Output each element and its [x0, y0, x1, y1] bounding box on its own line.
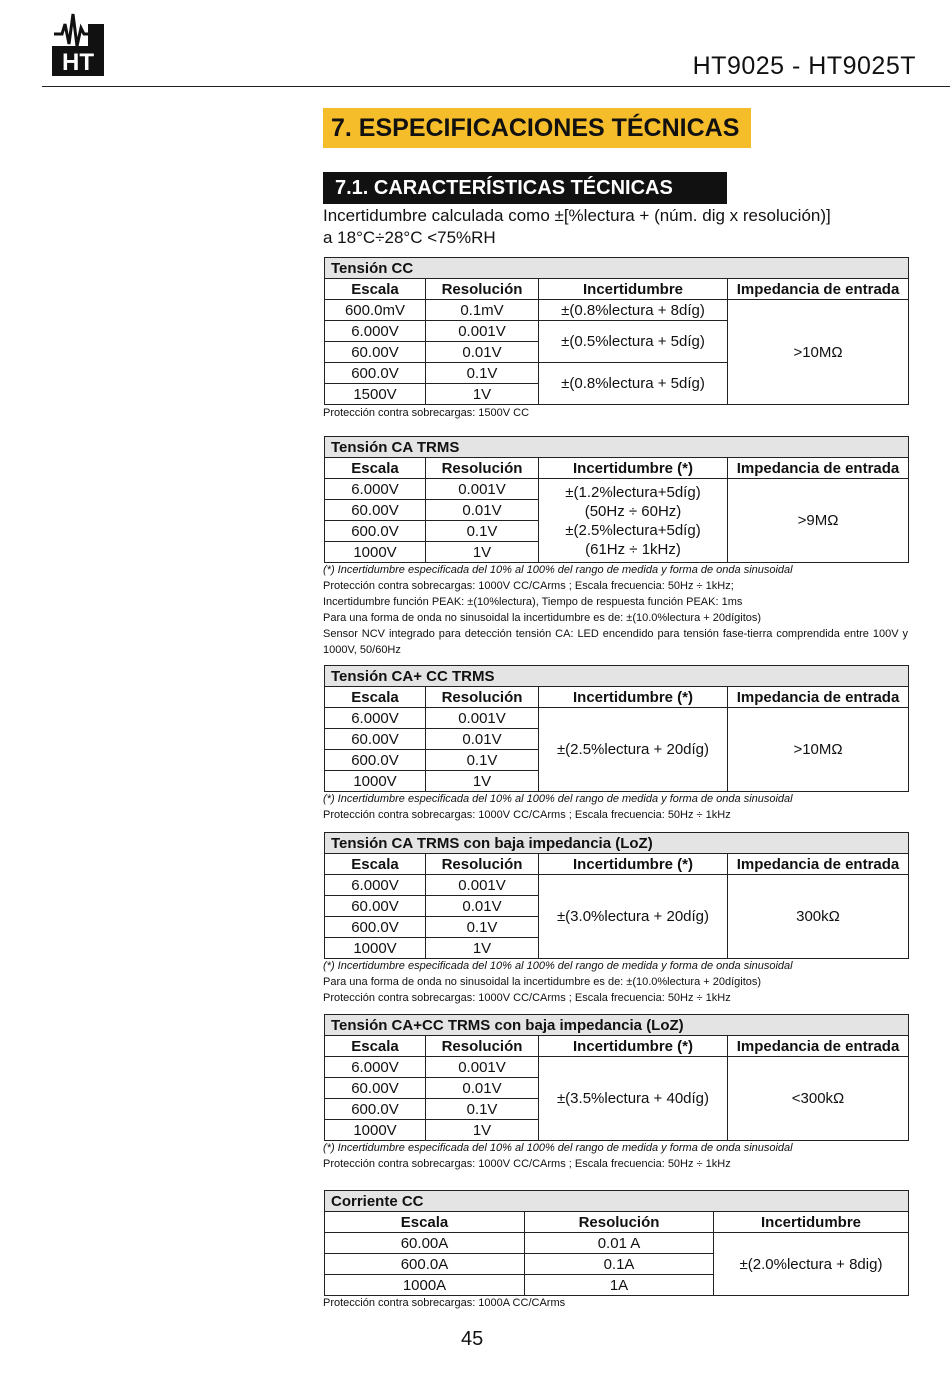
ht-logo: [52, 12, 108, 78]
notes-dc-current: [323, 1295, 908, 1311]
note-line: Protección contra sobrecargas: 1000A CC/CArms: [323, 1297, 566, 1309]
cell-range: 600.0mV: [325, 300, 426, 321]
col-header: Incertidumbre (*): [539, 854, 728, 875]
uncertainty-line: (61Hz ÷ 1kHz): [585, 540, 681, 558]
uncertainty-line: ±(1.2%lectura+5díg): [565, 483, 701, 501]
cell-range: 60.00V: [325, 896, 426, 917]
logo-text: HT: [62, 49, 94, 76]
cell-resolution: 0.001V: [426, 479, 539, 500]
cell-resolution: 0.001V: [426, 875, 539, 896]
cell-range: 1000A: [325, 1275, 525, 1296]
intro-text: [323, 205, 923, 249]
cell-impedance: 300kΩ: [728, 875, 909, 959]
cell-range: 600.0V: [325, 363, 426, 384]
cell-range: 600.0A: [325, 1254, 525, 1275]
col-header: Escala: [325, 458, 426, 479]
col-header: Escala: [325, 1212, 525, 1233]
col-header: Escala: [325, 687, 426, 708]
cell-range: 60.00V: [325, 342, 426, 363]
cell-range: 6.000V: [325, 479, 426, 500]
notes-ac-voltage-loz: [323, 958, 908, 1006]
cell-resolution: 0.01V: [426, 1078, 539, 1099]
cell-range: 6.000V: [325, 1057, 426, 1078]
notes-acdc-voltage-loz: [323, 1140, 908, 1172]
subsection-title: 7.1. CARACTERÍSTICAS TÉCNICAS: [323, 172, 727, 204]
cell-range: 6.000V: [325, 708, 426, 729]
table-title: Tensión CA+CC TRMS con baja impedancia (LoZ): [325, 1015, 909, 1036]
table-dc-current: [324, 1190, 909, 1296]
cell-resolution: 0.01V: [426, 729, 539, 750]
table-title: Corriente CC: [325, 1191, 909, 1212]
cell-resolution: 0.001V: [426, 1057, 539, 1078]
cell-resolution: 0.001V: [426, 708, 539, 729]
col-header: Escala: [325, 279, 426, 300]
table-title: Tensión CC: [325, 258, 909, 279]
cell-resolution: 1V: [426, 938, 539, 959]
cell-resolution: 0.01V: [426, 342, 539, 363]
cell-resolution: 0.1A: [525, 1254, 714, 1275]
cell-range: 600.0V: [325, 750, 426, 771]
cell-resolution: 0.1mV: [426, 300, 539, 321]
cell-uncertainty: ±(0.8%lectura + 8díg): [539, 300, 728, 321]
col-header: Impedancia de entrada: [728, 279, 909, 300]
col-header: Escala: [325, 854, 426, 875]
cell-impedance: >10MΩ: [728, 708, 909, 792]
note-line: Protección contra sobrecargas: 1000V CC/CArms ; Escala frecuencia: 50Hz ÷ 1kHz: [323, 992, 731, 1004]
cell-resolution: 0.001V: [426, 321, 539, 342]
cell-resolution: 0.1V: [426, 1099, 539, 1120]
table-acdc-voltage: [324, 665, 909, 792]
cell-uncertainty: ±(0.5%lectura + 5díg): [539, 321, 728, 363]
cell-uncertainty: ±(2.0%lectura + 8dig): [714, 1233, 909, 1296]
table-title: Tensión CA+ CC TRMS: [325, 666, 909, 687]
note-line: Sensor NCV integrado para detección tensión CA: LED encendido para tensión fase-tierra comprendida entre 100V y 1000V, 50/60Hz: [323, 628, 908, 656]
cell-range: 1000V: [325, 542, 426, 563]
notes-acdc-voltage: [323, 791, 908, 823]
cell-resolution: 0.01 A: [525, 1233, 714, 1254]
col-header: Incertidumbre (*): [539, 458, 728, 479]
cell-range: 1000V: [325, 771, 426, 792]
cell-impedance: <300kΩ: [728, 1057, 909, 1141]
col-header: Resolución: [426, 1036, 539, 1057]
cell-uncertainty: ±(0.8%lectura + 5díg): [539, 363, 728, 405]
cell-impedance: >9MΩ: [728, 479, 909, 563]
intro-line: Incertidumbre calculada como ±[%lectura + (núm. dig x resolución)]: [323, 206, 831, 225]
cell-range: 1500V: [325, 384, 426, 405]
cell-resolution: 0.1V: [426, 521, 539, 542]
cell-uncertainty: ±(3.0%lectura + 20díg): [539, 875, 728, 959]
col-header: Impedancia de entrada: [728, 1036, 909, 1057]
col-header: Escala: [325, 1036, 426, 1057]
note-line: (*) Incertidumbre especificada del 10% al 100% del rango de medida y forma de onda sinusoidal: [323, 564, 793, 576]
cell-range: 60.00V: [325, 729, 426, 750]
cell-range: 6.000V: [325, 875, 426, 896]
model-title: HT9025 - HT9025T: [692, 52, 916, 80]
note-line: Protección contra sobrecargas: 1500V CC: [323, 407, 530, 419]
cell-range: 600.0V: [325, 917, 426, 938]
table-ac-voltage-loz: [324, 832, 909, 959]
note-line: Protección contra sobrecargas: 1000V CC/CArms ; Escala frecuencia: 50Hz ÷ 1kHz;: [323, 580, 734, 592]
notes-ac-voltage: [323, 562, 908, 658]
col-header: Resolución: [525, 1212, 714, 1233]
cell-resolution: 0.01V: [426, 896, 539, 917]
col-header: Resolución: [426, 458, 539, 479]
col-header: Impedancia de entrada: [728, 854, 909, 875]
col-header: Incertidumbre: [539, 279, 728, 300]
table-title: Tensión CA TRMS con baja impedancia (LoZ): [325, 833, 909, 854]
table-ac-voltage: [324, 436, 909, 563]
cell-resolution: 1A: [525, 1275, 714, 1296]
cell-uncertainty: [539, 479, 728, 563]
cell-resolution: 0.1V: [426, 750, 539, 771]
cell-resolution: 0.1V: [426, 917, 539, 938]
cell-range: 60.00A: [325, 1233, 525, 1254]
col-header: Resolución: [426, 687, 539, 708]
note-line: Protección contra sobrecargas: 1000V CC/CArms ; Escala frecuencia: 50Hz ÷ 1kHz: [323, 809, 731, 821]
cell-range: 60.00V: [325, 1078, 426, 1099]
note-line: Para una forma de onda no sinusoidal la incertidumbre es de: ±(10.0%lectura + 20dígitos): [323, 612, 762, 624]
cell-range: 1000V: [325, 938, 426, 959]
cell-range: 600.0V: [325, 1099, 426, 1120]
page-number: 45: [461, 1328, 484, 1350]
note-line: Protección contra sobrecargas: 1000V CC/CArms ; Escala frecuencia: 50Hz ÷ 1kHz: [323, 1158, 731, 1170]
cell-range: 60.00V: [325, 500, 426, 521]
uncertainty-line: ±(2.5%lectura+5díg): [565, 521, 701, 539]
col-header: Incertidumbre (*): [539, 687, 728, 708]
table-dc-voltage: [324, 257, 909, 405]
cell-resolution: 0.1V: [426, 363, 539, 384]
col-header: Resolución: [426, 279, 539, 300]
col-header: Incertidumbre (*): [539, 1036, 728, 1057]
notes-dc-voltage: [323, 405, 908, 421]
col-header: Impedancia de entrada: [728, 458, 909, 479]
intro-line: a 18°C÷28°C <75%RH: [323, 228, 496, 247]
note-line: (*) Incertidumbre especificada del 10% al 100% del rango de medida y forma de onda sinusoidal: [323, 960, 793, 972]
cell-range: 1000V: [325, 1120, 426, 1141]
table-acdc-voltage-loz: [324, 1014, 909, 1141]
cell-resolution: 1V: [426, 542, 539, 563]
col-header: Impedancia de entrada: [728, 687, 909, 708]
cell-resolution: 1V: [426, 384, 539, 405]
cell-resolution: 1V: [426, 1120, 539, 1141]
col-header: Incertidumbre: [714, 1212, 909, 1233]
note-line: Para una forma de onda no sinusoidal la incertidumbre es de: ±(10.0%lectura + 20dígitos): [323, 976, 762, 988]
col-header: Resolución: [426, 854, 539, 875]
header-rule: [42, 86, 950, 87]
cell-uncertainty: ±(2.5%lectura + 20díg): [539, 708, 728, 792]
ht-logo-graphic: [52, 12, 108, 78]
section-title: 7. ESPECIFICACIONES TÉCNICAS: [323, 108, 751, 148]
cell-uncertainty: ±(3.5%lectura + 40díg): [539, 1057, 728, 1141]
cell-range: 6.000V: [325, 321, 426, 342]
cell-resolution: 0.01V: [426, 500, 539, 521]
cell-impedance: >10MΩ: [728, 300, 909, 405]
note-line: Incertidumbre función PEAK: ±(10%lectura), Tiempo de respuesta función PEAK: 1ms: [323, 596, 743, 608]
note-line: (*) Incertidumbre especificada del 10% al 100% del rango de medida y forma de onda sinusoidal: [323, 1142, 793, 1154]
note-line: (*) Incertidumbre especificada del 10% al 100% del rango de medida y forma de onda sinusoidal: [323, 793, 793, 805]
table-title: Tensión CA TRMS: [325, 437, 909, 458]
uncertainty-line: (50Hz ÷ 60Hz): [584, 502, 682, 520]
cell-resolution: 1V: [426, 771, 539, 792]
cell-range: 600.0V: [325, 521, 426, 542]
